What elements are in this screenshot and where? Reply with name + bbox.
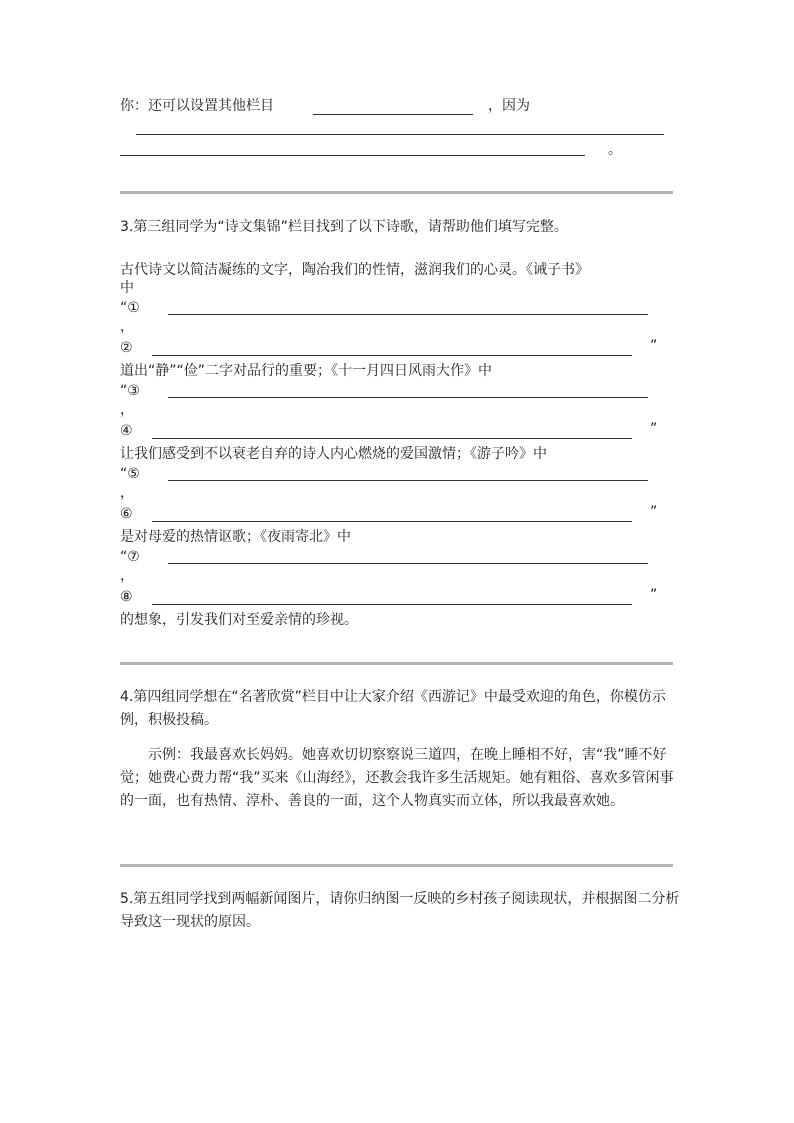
poem-line-text-3: 是对母爱的热情讴歌；《夜雨寄北》中 (120, 529, 351, 545)
blank-comma-3: ， (120, 402, 134, 418)
answer-blank-reason-2[interactable] (120, 155, 585, 156)
answer-blank-column-name[interactable] (313, 114, 473, 115)
blank-comma-5: ， (120, 485, 134, 501)
blank-close-quote-6: ” (650, 504, 658, 520)
poem-line-text-4: 的想象，引发我们对至爱亲情的珍视。 (120, 612, 358, 628)
blank-marker-8: ⑧ (120, 589, 133, 605)
example-paragraph: 示例：我最喜欢长妈妈。她喜欢切切察察说三道四，在晚上睡相不好，害“我”睡不好觉；她费心费力帮“我”买来《山海经》，还教会我许多生活规矩。她有粗俗、喜欢多管闲事的一面，也有热情、淳朴、善良的一面，这个人物真实而立体，所以我最喜欢她。 (120, 747, 674, 809)
answer-blank-5[interactable] (168, 480, 648, 481)
blank-marker-3: “③ (120, 383, 140, 399)
answer-blank-reason-1[interactable] (136, 134, 664, 135)
answer-blank-7[interactable] (168, 563, 648, 564)
question-4: 4.第四组同学想在“名著欣赏”栏目中让大家介绍《西游记》中最受欢迎的角色，你模仿示例，积极投稿。 (120, 689, 666, 728)
section-divider (120, 864, 673, 867)
blank-close-quote-4: ” (650, 421, 658, 437)
blank-comma-1: ， (120, 319, 134, 335)
blank-marker-2: ② (120, 340, 133, 356)
poem-line-text-1: 道出“静”“俭”二字对品行的重要；《十一月四日风雨大作》中 (120, 363, 493, 379)
answer-blank-3[interactable] (168, 397, 648, 398)
answer-blank-4[interactable] (152, 438, 632, 439)
answer-blank-2[interactable] (152, 355, 632, 356)
blank-marker-1: “① (120, 300, 140, 316)
blank-comma-7: ， (120, 568, 134, 584)
blank-close-quote-2: ” (650, 338, 658, 354)
s2-end-mark: 。 (608, 142, 622, 158)
s2-tail-text: ，因为 (488, 98, 530, 114)
question-5: 5.第五组同学找到两幅新闻图片，请你归纳图一反映的乡村孩子阅读现状，并根据图二分析导致这一现状的原因。 (120, 891, 680, 930)
section-divider (120, 191, 673, 194)
blank-marker-6: ⑥ (120, 506, 133, 522)
blank-close-quote-8: ” (650, 587, 658, 603)
answer-blank-1[interactable] (168, 314, 648, 315)
s2-lead-text: 你：还可以设置其他栏目 (120, 98, 274, 114)
blank-marker-5: “⑤ (120, 466, 140, 482)
section-divider (120, 662, 673, 665)
answer-blank-6[interactable] (152, 521, 632, 522)
poem-intro: 古代诗文以简洁凝练的文字，陶冶我们的性情，滋润我们的心灵。《诫子书》 (120, 262, 589, 278)
poem-line-text-2: 让我们感受到不以衰老自弃的诗人内心燃烧的爱国激情；《游子吟》中 (120, 446, 547, 462)
question-3: 3.第三组同学为“诗文集锦”栏目找到了以下诗歌，请帮助他们填写完整。 (120, 219, 568, 235)
blank-marker-7: “⑦ (120, 549, 140, 565)
poem-intro-cont: 中 (120, 280, 134, 296)
blank-marker-4: ④ (120, 423, 133, 439)
answer-blank-8[interactable] (152, 604, 632, 605)
